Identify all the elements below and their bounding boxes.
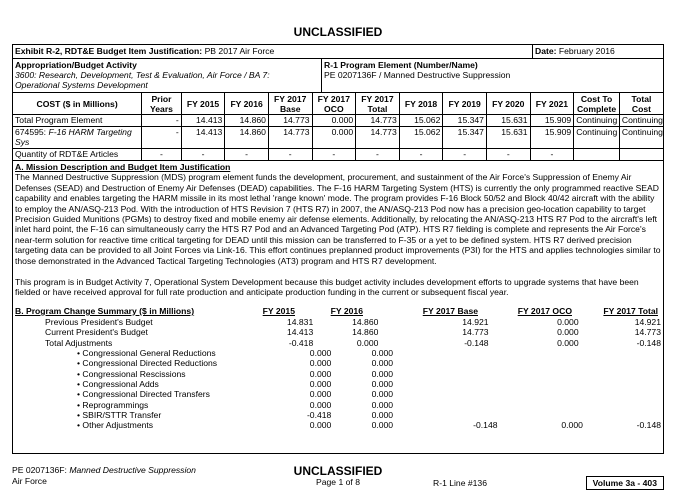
pcs-value-cell: 0.000	[309, 420, 332, 431]
cost-header-cell: COST ($ in Millions)	[13, 93, 142, 115]
pcs-value-cell	[583, 358, 661, 368]
appropriation-cell	[13, 59, 322, 92]
footer-page-number: Page 1 of 8	[316, 477, 360, 487]
pcs-value-cell: 14.921	[634, 317, 661, 328]
cost-cell: -	[486, 149, 530, 161]
cost-cell: -	[443, 149, 487, 161]
exhibit-date	[533, 45, 663, 58]
mission-section	[12, 161, 664, 454]
pcs-value-cell: -0.418	[306, 409, 332, 420]
footer-volume-badge: Volume 3a - 403	[586, 476, 664, 490]
cost-header-cell: FY 2015	[181, 93, 225, 115]
table-row	[13, 149, 663, 161]
cost-cell: -	[142, 127, 181, 149]
cost-cell: Continuing	[574, 115, 620, 127]
cost-cell: 15.347	[443, 127, 487, 149]
footer-org: Air Force	[12, 476, 47, 486]
pcs-value-cell	[583, 369, 661, 379]
project-number: 674595:	[15, 127, 47, 137]
cost-cell: 0.000	[312, 115, 356, 127]
cost-cell: 15.631	[486, 127, 530, 149]
table-row	[15, 348, 661, 358]
pcs-row-label: • Congressional Adds	[77, 378, 159, 389]
table-row	[15, 338, 661, 348]
pcs-value-cell: 0.000	[371, 420, 394, 431]
table-row	[15, 410, 661, 420]
pcs-value-cell: 0.000	[356, 337, 379, 348]
pcs-value-cell: 0.000	[309, 399, 332, 410]
cost-cell: -	[399, 149, 443, 161]
pcs-value-cell	[498, 400, 583, 410]
classification-banner: UNCLASSIFIED	[293, 25, 383, 39]
row-name	[13, 127, 142, 149]
exhibit-header-row	[13, 45, 663, 59]
exhibit-label: Exhibit R-2	[15, 46, 60, 56]
cost-cell: 14.773	[268, 115, 312, 127]
pcs-value-cell: 14.413	[286, 327, 314, 338]
table-row	[15, 327, 661, 337]
exhibit-value: PB 2017 Air Force	[204, 46, 275, 56]
table-row	[15, 317, 661, 327]
pcs-row-label: • Congressional Directed Reductions	[77, 358, 218, 369]
table-row	[15, 400, 661, 410]
pcs-value-cell: 0.000	[309, 378, 332, 389]
cost-table	[13, 93, 663, 160]
table-row	[15, 389, 661, 399]
cost-header-cell: FY 2016	[225, 93, 269, 115]
cost-header-cell: Total Cost	[619, 93, 663, 115]
pcs-value-cell	[498, 379, 583, 389]
program-change-rows	[15, 317, 661, 430]
cost-header-cell: Cost To Complete	[574, 93, 620, 115]
pcs-value-cell	[393, 400, 497, 410]
table-row	[13, 115, 663, 127]
cost-cell: -	[142, 115, 181, 127]
table-row	[15, 420, 661, 430]
pcs-value-cell: 14.860	[352, 327, 379, 338]
table-row	[15, 379, 661, 389]
pcs-col-header: FY 2017 Base	[422, 305, 478, 316]
appropriation-label: Appropriation/Budget Activity	[15, 60, 137, 70]
program-element-value: PE 0207136F / Manned Destructive Suppression	[324, 70, 511, 80]
footer-r1-line: R-1 Line #136	[433, 478, 487, 488]
program-change-title: B. Program Change Summary ($ in Millions)	[15, 305, 195, 316]
pcs-row-label: • Congressional Directed Transfers	[77, 389, 210, 400]
mission-title: A. Mission Description and Budget Item Justification	[15, 162, 231, 172]
footer-pe-name: Manned Destructive Suppression	[69, 465, 196, 475]
cost-cell: 14.773	[356, 115, 400, 127]
program-element-cell	[322, 59, 663, 92]
pcs-row-label: • Congressional Rescissions	[77, 368, 186, 379]
cost-header-cell: FY 2019	[443, 93, 487, 115]
appropriation-line2: Operational Systems Development	[15, 80, 148, 90]
cost-cell: -	[268, 149, 312, 161]
pcs-value-cell: 0.000	[371, 399, 394, 410]
appropriation-line1: 3600: Research, Development, Test & Evaluation, Air Force / BA 7:	[15, 70, 270, 80]
pcs-value-cell	[393, 358, 497, 368]
row-name: Quantity of RDT&E Articles	[13, 149, 142, 161]
date-label: Date:	[535, 46, 557, 56]
pcs-value-cell: 0.000	[371, 348, 394, 359]
pcs-value-cell	[583, 348, 661, 358]
row-name: Total Program Element	[13, 115, 142, 127]
pcs-value-cell: -0.148	[636, 337, 661, 348]
cost-table-header	[13, 93, 663, 115]
exhibit-label-rest: , RDT&E Budget Item Justification:	[59, 46, 203, 56]
cost-cell: -	[312, 149, 356, 161]
mission-paragraph-2: This program is in Budget Activity 7, Operational System Development because this budget activity includes development efforts to upgrade systems that have been fielded or have received approval for full rate production and anticipate production funding in the current or subsequent fiscal year.	[15, 277, 639, 298]
pcs-row-label: Previous President's Budget	[45, 317, 153, 328]
cost-cell: 14.413	[181, 115, 225, 127]
pcs-value-cell: 0.000	[371, 358, 394, 369]
pcs-value-cell	[583, 389, 661, 399]
cost-cell: 14.860	[225, 115, 269, 127]
pcs-value-cell: -0.148	[636, 420, 662, 431]
cost-header-cell: FY 2018	[399, 93, 443, 115]
cost-cell: 15.631	[486, 115, 530, 127]
cost-cell	[619, 149, 663, 161]
cost-header-cell: FY 2017 Total	[356, 93, 400, 115]
pcs-value-cell	[583, 400, 661, 410]
pcs-value-cell: 0.000	[371, 409, 394, 420]
program-change-summary	[15, 306, 661, 431]
cost-cell: -	[142, 149, 181, 161]
footer-center	[12, 465, 664, 488]
cost-cell: -	[225, 149, 269, 161]
pcs-value-cell	[498, 410, 583, 420]
pcs-col-header: FY 2017 Total	[603, 305, 658, 316]
pcs-value-cell: -0.418	[288, 337, 314, 348]
program-change-header	[15, 306, 661, 316]
pcs-value-cell	[498, 348, 583, 358]
cost-cell: 14.773	[268, 127, 312, 149]
cost-cell: Continuing	[574, 127, 620, 149]
pcs-value-cell	[583, 379, 661, 389]
pcs-value-cell: -0.148	[464, 337, 489, 348]
pcs-value-cell: 14.860	[352, 317, 379, 328]
pcs-value-cell	[393, 369, 497, 379]
cost-cell: 15.909	[530, 127, 574, 149]
program-element-label: R-1 Program Element (Number/Name)	[324, 60, 478, 70]
pcs-value-cell: 0.000	[309, 358, 332, 369]
cost-cell: Continuing	[619, 115, 663, 127]
pcs-row-label: Total Adjustments	[45, 337, 113, 348]
date-value: February 2016	[558, 46, 615, 56]
pcs-value-cell: -0.148	[473, 420, 498, 431]
cost-header-cell: FY 2017 Base	[268, 93, 312, 115]
pcs-value-cell	[498, 389, 583, 399]
pcs-value-cell: 0.000	[561, 420, 583, 431]
cost-header-cell: FY 2021	[530, 93, 574, 115]
table-row	[15, 369, 661, 379]
pcs-col-header: FY 2015	[262, 305, 295, 316]
table-row	[15, 358, 661, 368]
pcs-row-label: • Congressional General Reductions	[77, 348, 216, 359]
pcs-value-cell: 14.773	[634, 327, 661, 338]
footer-classification: UNCLASSIFIED	[293, 464, 383, 478]
pcs-value-cell: 0.000	[371, 368, 394, 379]
pcs-row-label: • Other Adjustments	[77, 420, 154, 431]
mission-paragraph-1: The Manned Destructive Suppression (MDS) program element funds the development, procurement, and sustainment of the Air Force's Suppression of Enemy Air Defenses (SEAD) and Destruction of Enemy Air Defenses (DEAD) capabilities. The F-16 HARM Targeting System (HTS) is currently the only programmed reactive SEAD capability and enables targeting the HARM missile in its most lethal 'range known' mode. The program provides F-16 Block 50/52 and Block 40/42 aircraft with the ability to employ the AN/ASQ-213 Pod. With the introduction of HTS Revision 7 (HTS R7) in 2007, the AN/ASQ-213 Pod now has a precision geo-location capability to target Precision Guided Munitions (PGMs) to destroy fixed and mobile enemy air defense elements. Additionally, by relocating the AN/ASQ-213 HTS R7 Pod to the aircraft's left inlet hard point, the F-16 can simultaneously carry the HTS R7 Pod and an Advanced Targeting Pod (ATP). HTS R7 fielding is complete and represents the Air Force's near-term solution for reactive time critical targeting for DEAD until this mission can be transferred to F-35 or a yet to be defined system. HTS R7 derived precision targeting data can be provided to all Joint Forces via Link-16. This effort continues preplanned product improvements (P3I) for the HTS and applies technologies similar to those demonstrated in the Advanced Tactical Targeting Technologies (AT3) program and HTS R7 development.	[15, 172, 661, 266]
cost-cell: 14.773	[356, 127, 400, 149]
cost-cell: -	[356, 149, 400, 161]
pcs-value-cell	[583, 410, 661, 420]
cost-header-cell: FY 2017 OCO	[312, 93, 356, 115]
table-row	[13, 127, 663, 149]
pcs-value-cell: 0.000	[309, 348, 332, 359]
cost-cell: 15.347	[443, 115, 487, 127]
cost-cell: Continuing	[619, 127, 663, 149]
pcs-value-cell: 0.000	[371, 389, 394, 400]
cost-cell: 14.860	[225, 127, 269, 149]
cost-cell: -	[181, 149, 225, 161]
pcs-value-cell: 0.000	[557, 337, 579, 348]
pcs-value-cell	[393, 410, 497, 420]
cost-cell: 0.000	[312, 127, 356, 149]
pcs-value-cell	[393, 379, 497, 389]
cost-cell	[574, 149, 620, 161]
pcs-value-cell: 0.000	[309, 389, 332, 400]
pcs-value-cell	[498, 369, 583, 379]
cost-cell: 15.062	[399, 115, 443, 127]
pcs-col-header: FY 2016	[330, 305, 363, 316]
cost-header-cell: Prior Years	[142, 93, 181, 115]
pcs-row-label: • SBIR/STTR Transfer	[77, 409, 162, 420]
pcs-row-label: Current President's Budget	[45, 327, 148, 338]
pcs-value-cell: 0.000	[557, 317, 579, 328]
cost-cell: -	[530, 149, 574, 161]
pcs-value-cell	[393, 389, 497, 399]
cost-cell: 14.413	[181, 127, 225, 149]
pcs-value-cell	[393, 348, 497, 358]
pcs-row-label: • Reprogrammings	[77, 399, 149, 410]
pcs-col-header: FY 2017 OCO	[517, 305, 572, 316]
footer-pe-number: PE 0207136F:	[12, 465, 67, 475]
exhibit-box	[12, 44, 664, 161]
pcs-value-cell: 0.000	[557, 327, 579, 338]
appropriation-row	[13, 59, 663, 93]
pcs-value-cell: 14.831	[286, 317, 314, 328]
pcs-value-cell	[498, 358, 583, 368]
pcs-value-cell: 0.000	[371, 378, 394, 389]
cost-header-cell: FY 2020	[486, 93, 530, 115]
budget-exhibit-page	[12, 0, 664, 500]
project-name: F-16 HARM Targeting Sys	[15, 127, 132, 147]
pcs-value-cell: 0.000	[309, 368, 332, 379]
cost-cell: 15.062	[399, 127, 443, 149]
exhibit-title	[13, 45, 533, 58]
pcs-value-cell: 14.921	[462, 317, 489, 328]
cost-cell: 15.909	[530, 115, 574, 127]
pcs-value-cell: 14.773	[462, 327, 489, 338]
